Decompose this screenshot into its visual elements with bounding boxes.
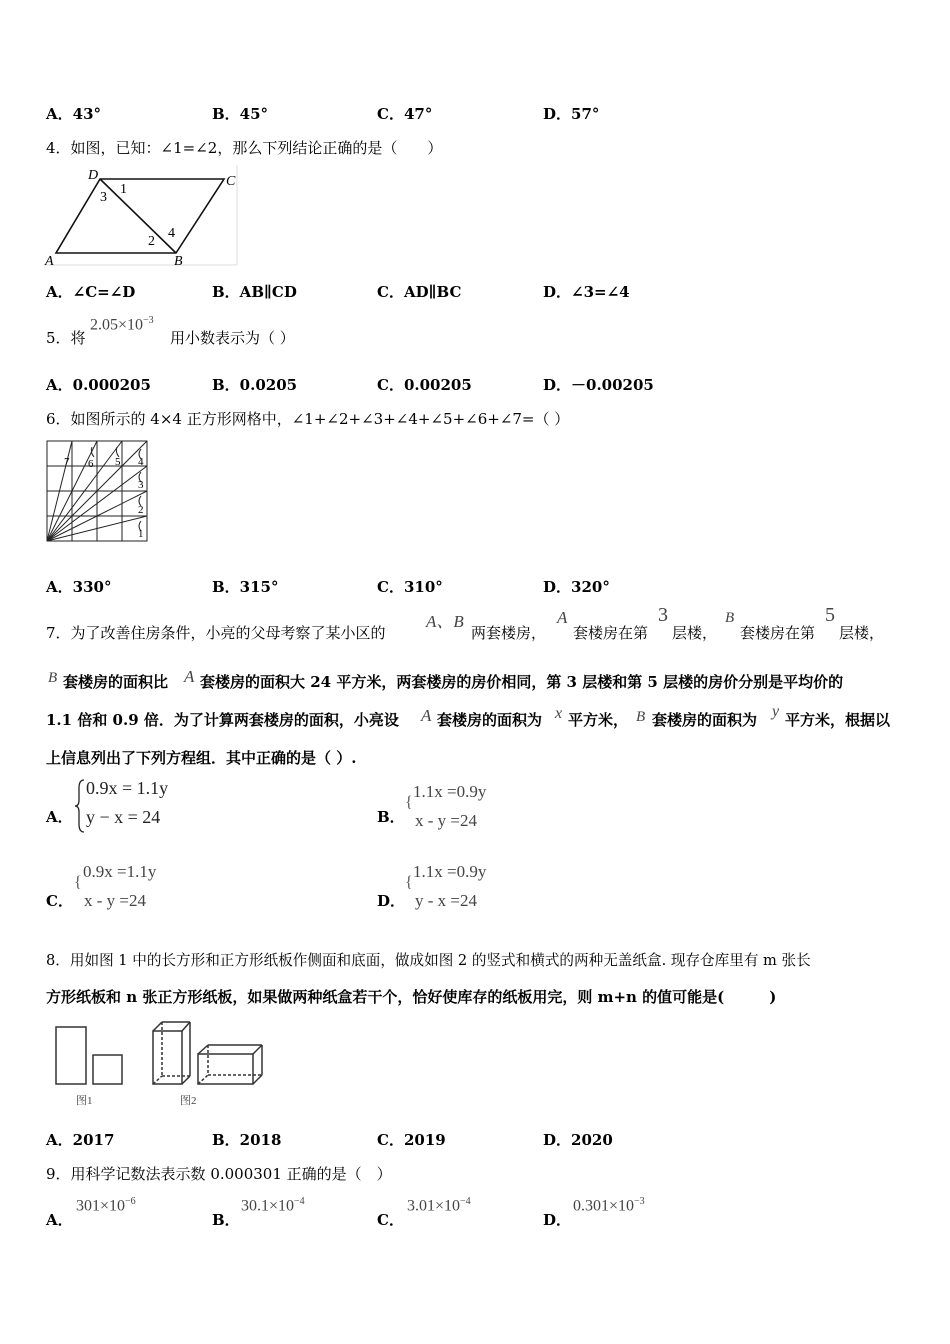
q7-line3-e: 平方米，根据以 xyxy=(785,711,891,729)
q4-label-C: C xyxy=(226,174,236,189)
q9-option-c-base: 3.01×10 xyxy=(407,1197,461,1215)
q7-line2-var-A: A xyxy=(184,667,195,686)
q8-figures xyxy=(48,1017,263,1109)
q7-line1-c: 套楼房在第 xyxy=(573,624,649,642)
q8-option-d[interactable]: D．2020 xyxy=(543,1131,613,1149)
q6-option-b[interactable]: B．315° xyxy=(212,578,279,596)
q7-option-a-label[interactable]: A． xyxy=(46,808,73,826)
q6-grid-figure xyxy=(45,439,151,545)
q9-option-b-expr[interactable] xyxy=(241,1196,305,1215)
q6-label-3: 3 xyxy=(138,479,144,491)
q7-option-c-brace: { xyxy=(74,874,82,891)
q3-option-a[interactable]: A．43° xyxy=(46,105,102,123)
q7-line1-f: 层楼， xyxy=(839,624,885,642)
q5-expr-exp: −3 xyxy=(143,315,154,326)
q7-line3-var-B: B xyxy=(636,709,646,725)
q7-option-d-label[interactable]: D． xyxy=(377,892,406,910)
q4-parallelogram-figure xyxy=(44,165,242,269)
q7-option-b-brace: { xyxy=(405,794,413,811)
q9-option-a-base: 301×10 xyxy=(76,1197,126,1215)
q7-line2-a: 套楼房的面积比 xyxy=(63,673,169,691)
q6-option-d[interactable]: D．320° xyxy=(543,578,610,596)
q7-option-a-eq2: y − x = 24 xyxy=(86,807,161,827)
q8-fig2-horizontal-box xyxy=(198,1045,262,1084)
q9-option-a-expr[interactable] xyxy=(76,1196,136,1215)
q9-option-b-label[interactable]: B． xyxy=(212,1211,240,1229)
q6-option-a[interactable]: A．330° xyxy=(46,578,112,596)
q9-option-a-exp: −6 xyxy=(125,1196,136,1207)
q8-fig1-square xyxy=(93,1055,122,1084)
q7-line3-var-A: A xyxy=(421,706,432,725)
q5-option-b[interactable]: B．0.0205 xyxy=(212,376,298,394)
q4-label-A: A xyxy=(45,254,54,269)
q8-fig1-caption: 图1 xyxy=(76,1095,93,1107)
q3-option-c[interactable]: C．47° xyxy=(377,105,433,123)
q7-line3-a: 1.1 倍和 0.9 倍．为了计算两套楼房的面积，小亮设 xyxy=(46,711,399,729)
q7-line1-a: 7．为了改善住房条件，小亮的父母考察了某小区的 xyxy=(46,624,386,642)
q6-stem: 6．如图所示的 4×4 正方形网格中，∠1+∠2+∠3+∠4+∠5+∠6+∠7=（ ） xyxy=(46,410,570,428)
q3-option-b[interactable]: B．45° xyxy=(212,105,269,123)
q7-var-A: A xyxy=(557,608,568,627)
q7-option-c-eq1: 0.9x =1.1y xyxy=(83,862,157,881)
q8-option-c[interactable]: C．2019 xyxy=(377,1131,446,1149)
q6-label-5: 5 xyxy=(115,456,121,468)
q7-option-b-eq1: 1.1x =0.9y xyxy=(413,782,487,801)
q5-expression xyxy=(90,315,154,334)
q7-line3-var-x: x xyxy=(555,705,563,722)
q4-stem: 4．如图，已知：∠1=∠2，那么下列结论正确的是（ ） xyxy=(46,139,443,157)
q6-label-6: 6 xyxy=(88,458,94,470)
q7-option-d-brace: { xyxy=(405,874,413,891)
q7-option-a-system[interactable] xyxy=(74,776,194,836)
q9-option-c-label[interactable]: C． xyxy=(377,1211,404,1229)
q9-stem: 9．用科学记数法表示数 0.000301 正确的是（ ） xyxy=(46,1165,392,1183)
q9-option-d-exp: −3 xyxy=(634,1196,645,1207)
q4-option-b[interactable]: B．AB∥CD xyxy=(212,283,297,301)
q8-line1: 8．用如图 1 中的长方形和正方形纸板作侧面和底面，做成如图 2 的竖式和横式的两种无盖纸盒. 现存仓库里有 m 张长 xyxy=(46,952,811,969)
q7-line1-d: 层楼， xyxy=(672,624,718,642)
q7-line3-d: 套楼房的面积为 xyxy=(652,711,758,729)
q4-option-d[interactable]: D．∠3=∠4 xyxy=(543,283,630,301)
q7-var-B: B xyxy=(725,610,735,626)
q7-var-AB: A、B xyxy=(426,612,464,631)
q7-line2-var-B: B xyxy=(48,670,58,686)
q7-line2-b: 套楼房的面积大 24 平方米，两套楼房的房价相同，第 3 层楼和第 5 层楼的房价分别是平均价的 xyxy=(200,673,844,691)
q7-line3-b: 套楼房的面积为 xyxy=(437,711,543,729)
q7-option-d-eq2: y - x =24 xyxy=(415,891,477,910)
q7-line4: 上信息列出了下列方程组．其中正确的是（ ）. xyxy=(46,749,357,767)
q4-angle-1: 1 xyxy=(120,182,127,197)
q8-fig2-vertical-box xyxy=(153,1022,190,1084)
q4-label-B: B xyxy=(174,254,183,269)
q3-option-d[interactable]: D．57° xyxy=(543,105,600,123)
q9-option-b-exp: −4 xyxy=(294,1196,305,1207)
q5-suffix: 用小数表示为（ ） xyxy=(170,329,295,347)
q5-option-c[interactable]: C．0.00205 xyxy=(377,376,472,394)
q7-option-b-label[interactable]: B． xyxy=(377,808,405,826)
q9-option-d-expr[interactable] xyxy=(573,1196,645,1215)
q7-option-d-eq1: 1.1x =0.9y xyxy=(413,862,487,881)
q4-angle-3: 3 xyxy=(100,190,107,205)
q8-fig1-rectangle xyxy=(56,1027,86,1084)
q4-angle-4: 4 xyxy=(168,226,175,241)
q4-label-D: D xyxy=(88,168,99,183)
q8-line2: 方形纸板和 n 张正方形纸板，如果做两种纸盒若干个，恰好使库存的纸板用完，则 m+n 的值可能是( ) xyxy=(46,988,777,1006)
q7-line1-b: 两套楼房， xyxy=(471,624,547,642)
q7-option-c-eq2: x - y =24 xyxy=(84,891,146,910)
q5-option-a[interactable]: A．0.000205 xyxy=(46,376,151,394)
q7-line3-var-y: y xyxy=(772,703,780,720)
q9-option-a-label[interactable]: A． xyxy=(46,1211,73,1229)
q7-line3-c: 平方米， xyxy=(568,711,629,729)
q6-label-7: 7 xyxy=(64,456,70,468)
q7-option-b-system[interactable] xyxy=(405,780,525,840)
q7-option-c-label[interactable]: C． xyxy=(46,892,73,910)
q4-option-a[interactable]: A．∠C=∠D xyxy=(46,283,136,301)
q9-option-c-expr[interactable] xyxy=(407,1196,471,1215)
q7-num-5: 5 xyxy=(825,604,835,626)
q7-option-a-brace xyxy=(74,778,86,834)
q7-option-a-eq1: 0.9x = 1.1y xyxy=(86,778,169,798)
q6-option-c[interactable]: C．310° xyxy=(377,578,443,596)
q5-prefix: 5．将 xyxy=(46,329,86,347)
q7-option-c-system[interactable] xyxy=(74,860,194,920)
q5-option-d[interactable]: D．－0.00205 xyxy=(543,376,654,394)
q5-expr-base: 2.05×10 xyxy=(90,316,144,334)
q9-option-d-label[interactable]: D． xyxy=(543,1211,572,1229)
q6-label-1: 1 xyxy=(138,528,144,540)
q8-option-b[interactable]: B．2018 xyxy=(212,1131,282,1149)
q8-fig2-caption: 图2 xyxy=(180,1095,197,1107)
q8-option-a[interactable]: A．2017 xyxy=(46,1131,115,1149)
q7-option-b-eq2: x - y =24 xyxy=(415,811,477,830)
q4-angle-2: 2 xyxy=(148,234,155,249)
q9-option-b-base: 30.1×10 xyxy=(241,1197,295,1215)
q9-option-d-base: 0.301×10 xyxy=(573,1197,635,1215)
q7-option-d-system[interactable] xyxy=(405,860,525,920)
q4-option-c[interactable]: C．AD∥BC xyxy=(377,283,462,301)
q7-num-3: 3 xyxy=(658,604,668,626)
q6-label-2: 2 xyxy=(138,504,144,516)
q9-option-c-exp: −4 xyxy=(460,1196,471,1207)
q7-line1-e: 套楼房在第 xyxy=(740,624,816,642)
q6-label-4: 4 xyxy=(138,456,144,468)
